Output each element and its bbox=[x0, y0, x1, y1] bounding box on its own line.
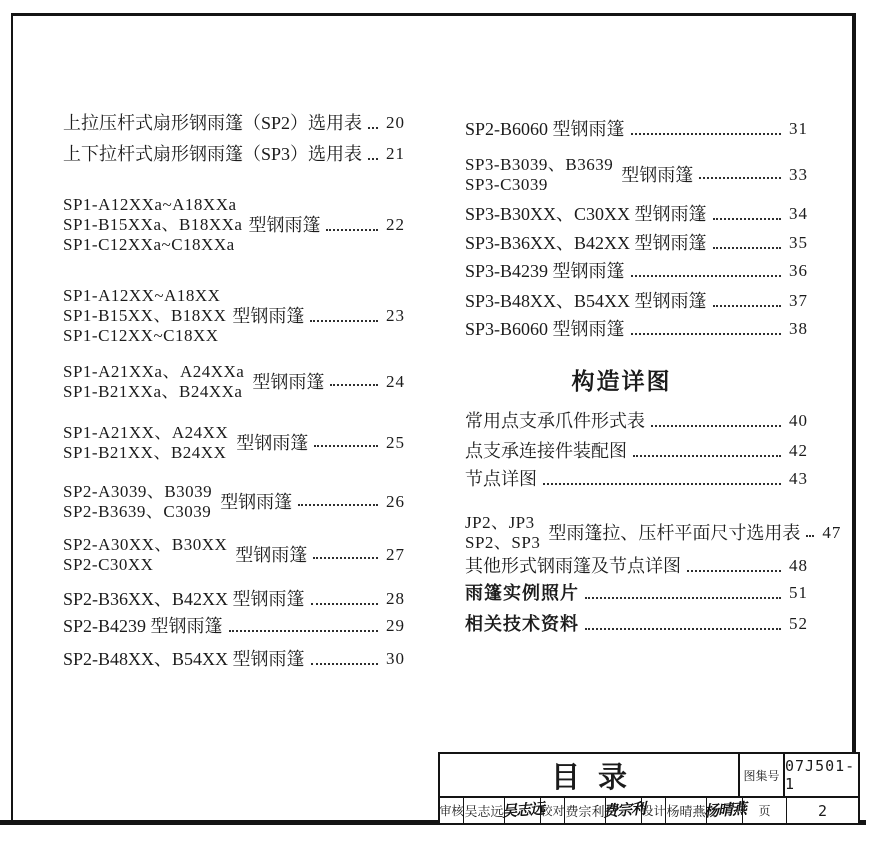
entry-page-number: 22 bbox=[386, 215, 405, 234]
title-block-row-top bbox=[440, 754, 858, 796]
dot-leader bbox=[326, 229, 378, 231]
page-label: 页 bbox=[743, 798, 787, 823]
entry-page-number: 40 bbox=[789, 411, 808, 430]
toc-entry bbox=[465, 613, 808, 635]
dot-leader bbox=[585, 597, 781, 599]
entry-page-number: 20 bbox=[386, 113, 405, 132]
entry-page-number: 21 bbox=[386, 144, 405, 163]
entry-page-number: 23 bbox=[386, 306, 405, 325]
audit-name: 吴志远 bbox=[464, 798, 505, 823]
toc-entry bbox=[465, 203, 808, 225]
atlas-number-value: 07J501-1 bbox=[785, 757, 856, 793]
toc-entry bbox=[63, 143, 405, 165]
signature-ink: 杨晴燕 bbox=[702, 799, 747, 821]
entry-suffix: 型雨篷拉、压杆平面尺寸选用表 bbox=[548, 523, 801, 543]
toc-entry bbox=[465, 118, 808, 140]
dot-leader bbox=[631, 275, 781, 277]
entry-text: 相关技术资料 bbox=[465, 614, 579, 634]
toc-entry-group bbox=[63, 286, 405, 346]
entry-code-line: SP1-A12XX~A18XX bbox=[63, 286, 221, 305]
dot-leader bbox=[631, 133, 781, 135]
entry-code-line: SP2-B3639、C3039 bbox=[63, 502, 212, 521]
entry-page-number: 38 bbox=[789, 319, 808, 338]
entry-code-line: SP1-C12XX~C18XX bbox=[63, 326, 219, 345]
entry-page-number: 47 bbox=[822, 523, 842, 542]
dot-leader bbox=[633, 455, 781, 457]
entry-suffix: 型钢雨篷 bbox=[235, 545, 308, 565]
toc-column-left bbox=[63, 0, 405, 760]
entry-code-line: SP1-C12XXa~C18XXa bbox=[63, 235, 235, 254]
entry-code-list bbox=[63, 535, 227, 575]
dot-leader bbox=[806, 535, 814, 537]
entry-text: 上拉压杆式扇形钢雨篷（SP2）选用表 bbox=[63, 113, 363, 133]
toc-entry-group bbox=[63, 362, 405, 402]
dot-leader bbox=[311, 663, 378, 665]
toc-entry-group bbox=[63, 482, 405, 522]
entry-suffix: 型钢雨篷 bbox=[220, 492, 293, 512]
entry-text: SP3-B48XX、B54XX 型钢雨篷 bbox=[465, 291, 707, 311]
entry-text: SP2-B4239 型钢雨篷 bbox=[63, 616, 223, 636]
toc-entry-group bbox=[465, 155, 808, 195]
toc-entry-group bbox=[63, 535, 405, 575]
entry-text: 其他形式钢雨篷及节点详图 bbox=[465, 556, 681, 576]
signature-ink: 费宗利 bbox=[601, 799, 646, 821]
proof-signature bbox=[601, 798, 646, 823]
entry-page-number: 33 bbox=[789, 165, 808, 184]
section-heading: 构造详图 bbox=[571, 368, 672, 394]
entry-page-number: 25 bbox=[386, 433, 405, 452]
entry-code-line: SP1-A12XXa~A18XXa bbox=[63, 195, 237, 214]
entry-code-line: SP2-C30XX bbox=[63, 555, 154, 574]
entry-page-number: 48 bbox=[789, 556, 808, 575]
entry-mid-row bbox=[63, 215, 405, 235]
entry-code-line: SP3-C3039 bbox=[465, 175, 548, 194]
toc-entry-group bbox=[63, 195, 405, 255]
dot-leader bbox=[699, 177, 781, 179]
toc-entry bbox=[465, 440, 808, 462]
entry-text: 常用点支承爪件形式表 bbox=[465, 411, 645, 431]
entry-code-line: SP1-B21XX、B24XX bbox=[63, 443, 227, 462]
entry-code-line: SP1-B15XX、B18XX bbox=[63, 306, 227, 325]
dot-leader bbox=[313, 557, 378, 559]
toc-entry bbox=[465, 290, 808, 312]
entry-page-number: 31 bbox=[789, 119, 808, 138]
entry-text: 雨篷实例照片 bbox=[465, 583, 579, 603]
entry-suffix: 型钢雨篷 bbox=[232, 306, 305, 326]
dot-leader bbox=[687, 570, 781, 572]
entry-page-number: 37 bbox=[789, 291, 808, 310]
toc-entry bbox=[63, 648, 405, 670]
entry-page-number: 26 bbox=[386, 492, 405, 511]
audit-signature bbox=[500, 798, 545, 823]
toc-entry-group bbox=[465, 513, 842, 553]
entry-text: 上下拉杆式扇形钢雨篷（SP3）选用表 bbox=[63, 144, 363, 164]
doc-title: 目 录 bbox=[440, 754, 740, 796]
entry-text: SP3-B6060 型钢雨篷 bbox=[465, 319, 625, 339]
toc-entry bbox=[63, 588, 405, 610]
entry-code-line: SP2、SP3 bbox=[465, 533, 541, 552]
entry-text: SP2-B36XX、B42XX 型钢雨篷 bbox=[63, 589, 305, 609]
entry-code-list bbox=[465, 155, 613, 195]
entry-mid-row bbox=[63, 306, 405, 326]
entry-code-line: SP2-A30XX、B30XX bbox=[63, 535, 228, 554]
dot-leader bbox=[713, 218, 781, 220]
dot-leader bbox=[229, 630, 378, 632]
entry-text: 点支承连接件装配图 bbox=[465, 441, 627, 461]
toc-column-right bbox=[465, 0, 842, 760]
entry-code-line: SP1-A21XXa、A24XXa bbox=[63, 362, 245, 381]
entry-text: SP3-B30XX、C30XX 型钢雨篷 bbox=[465, 204, 707, 224]
design-signature bbox=[702, 798, 747, 823]
toc-entry bbox=[465, 232, 808, 254]
dot-leader bbox=[543, 483, 781, 485]
toc-entry bbox=[465, 555, 808, 577]
proof-name: 费宗利 bbox=[565, 798, 606, 823]
entry-page-number: 52 bbox=[789, 614, 808, 633]
entry-code-line: JP2、JP3 bbox=[465, 513, 535, 532]
entry-text: SP3-B4239 型钢雨篷 bbox=[465, 261, 625, 281]
dot-leader bbox=[585, 628, 781, 630]
entry-suffix: 型钢雨篷 bbox=[252, 372, 325, 392]
entry-page-number: 29 bbox=[386, 616, 405, 635]
dot-leader bbox=[330, 384, 378, 386]
entry-page-number: 30 bbox=[386, 649, 405, 668]
dot-leader bbox=[651, 425, 781, 427]
toc-entry bbox=[465, 410, 808, 432]
toc-entry bbox=[465, 582, 808, 604]
entry-page-number: 36 bbox=[789, 261, 808, 280]
entry-text: SP3-B36XX、B42XX 型钢雨篷 bbox=[465, 233, 707, 253]
dot-leader bbox=[713, 247, 781, 249]
dot-leader bbox=[368, 127, 378, 129]
entry-code-list bbox=[465, 513, 540, 553]
toc-entry bbox=[63, 615, 405, 637]
entry-page-number: 24 bbox=[386, 372, 405, 391]
entry-suffix: 型钢雨篷 bbox=[621, 165, 694, 185]
dot-leader bbox=[631, 333, 781, 335]
toc-entry bbox=[465, 260, 808, 282]
toc-entry bbox=[465, 318, 808, 340]
design-name: 杨晴燕 bbox=[666, 798, 707, 823]
entry-page-number: 43 bbox=[789, 469, 808, 488]
entry-code-line: SP1-A21XX、A24XX bbox=[63, 423, 229, 442]
entry-page-number: 27 bbox=[386, 545, 405, 564]
entry-suffix: 型钢雨篷 bbox=[248, 215, 321, 235]
entry-page-number: 35 bbox=[789, 233, 808, 252]
dot-leader bbox=[298, 504, 378, 506]
entry-code-line: SP1-B21XXa、B24XXa bbox=[63, 382, 243, 401]
atlas-number-label: 图集号 bbox=[740, 754, 785, 796]
entry-code-list bbox=[63, 362, 244, 402]
title-block bbox=[438, 752, 860, 825]
toc-entry bbox=[63, 112, 405, 134]
dot-leader bbox=[310, 320, 378, 322]
page-number: 2 bbox=[817, 801, 828, 820]
audit-label: 审核 bbox=[440, 798, 464, 823]
entry-page-number: 42 bbox=[789, 441, 808, 460]
entry-code-line: SP2-A3039、B3039 bbox=[63, 482, 213, 501]
entry-text: SP2-B6060 型钢雨篷 bbox=[465, 119, 625, 139]
dot-leader bbox=[368, 158, 378, 160]
proof-label: 校对 bbox=[541, 798, 565, 823]
entry-page-number: 34 bbox=[789, 204, 808, 223]
entry-code-line: SP1-B15XXa、B18XXa bbox=[63, 215, 243, 234]
toc-entry-group bbox=[63, 423, 405, 463]
dot-leader bbox=[311, 603, 378, 605]
dot-leader bbox=[713, 305, 781, 307]
entry-page-number: 28 bbox=[386, 589, 405, 608]
entry-code-list bbox=[63, 482, 212, 522]
title-block-row-bottom bbox=[440, 796, 858, 823]
entry-text: SP2-B48XX、B54XX 型钢雨篷 bbox=[63, 649, 305, 669]
design-label: 设计 bbox=[642, 798, 666, 823]
entry-code-line: SP3-B3039、B3639 bbox=[465, 155, 614, 174]
entry-page-number: 51 bbox=[789, 583, 808, 602]
toc-entry bbox=[465, 468, 808, 490]
entry-code-list bbox=[63, 423, 228, 463]
signature-ink: 吴志远 bbox=[500, 799, 545, 821]
entry-suffix: 型钢雨篷 bbox=[236, 433, 309, 453]
entry-text: 节点详图 bbox=[465, 469, 537, 489]
dot-leader bbox=[314, 445, 378, 447]
